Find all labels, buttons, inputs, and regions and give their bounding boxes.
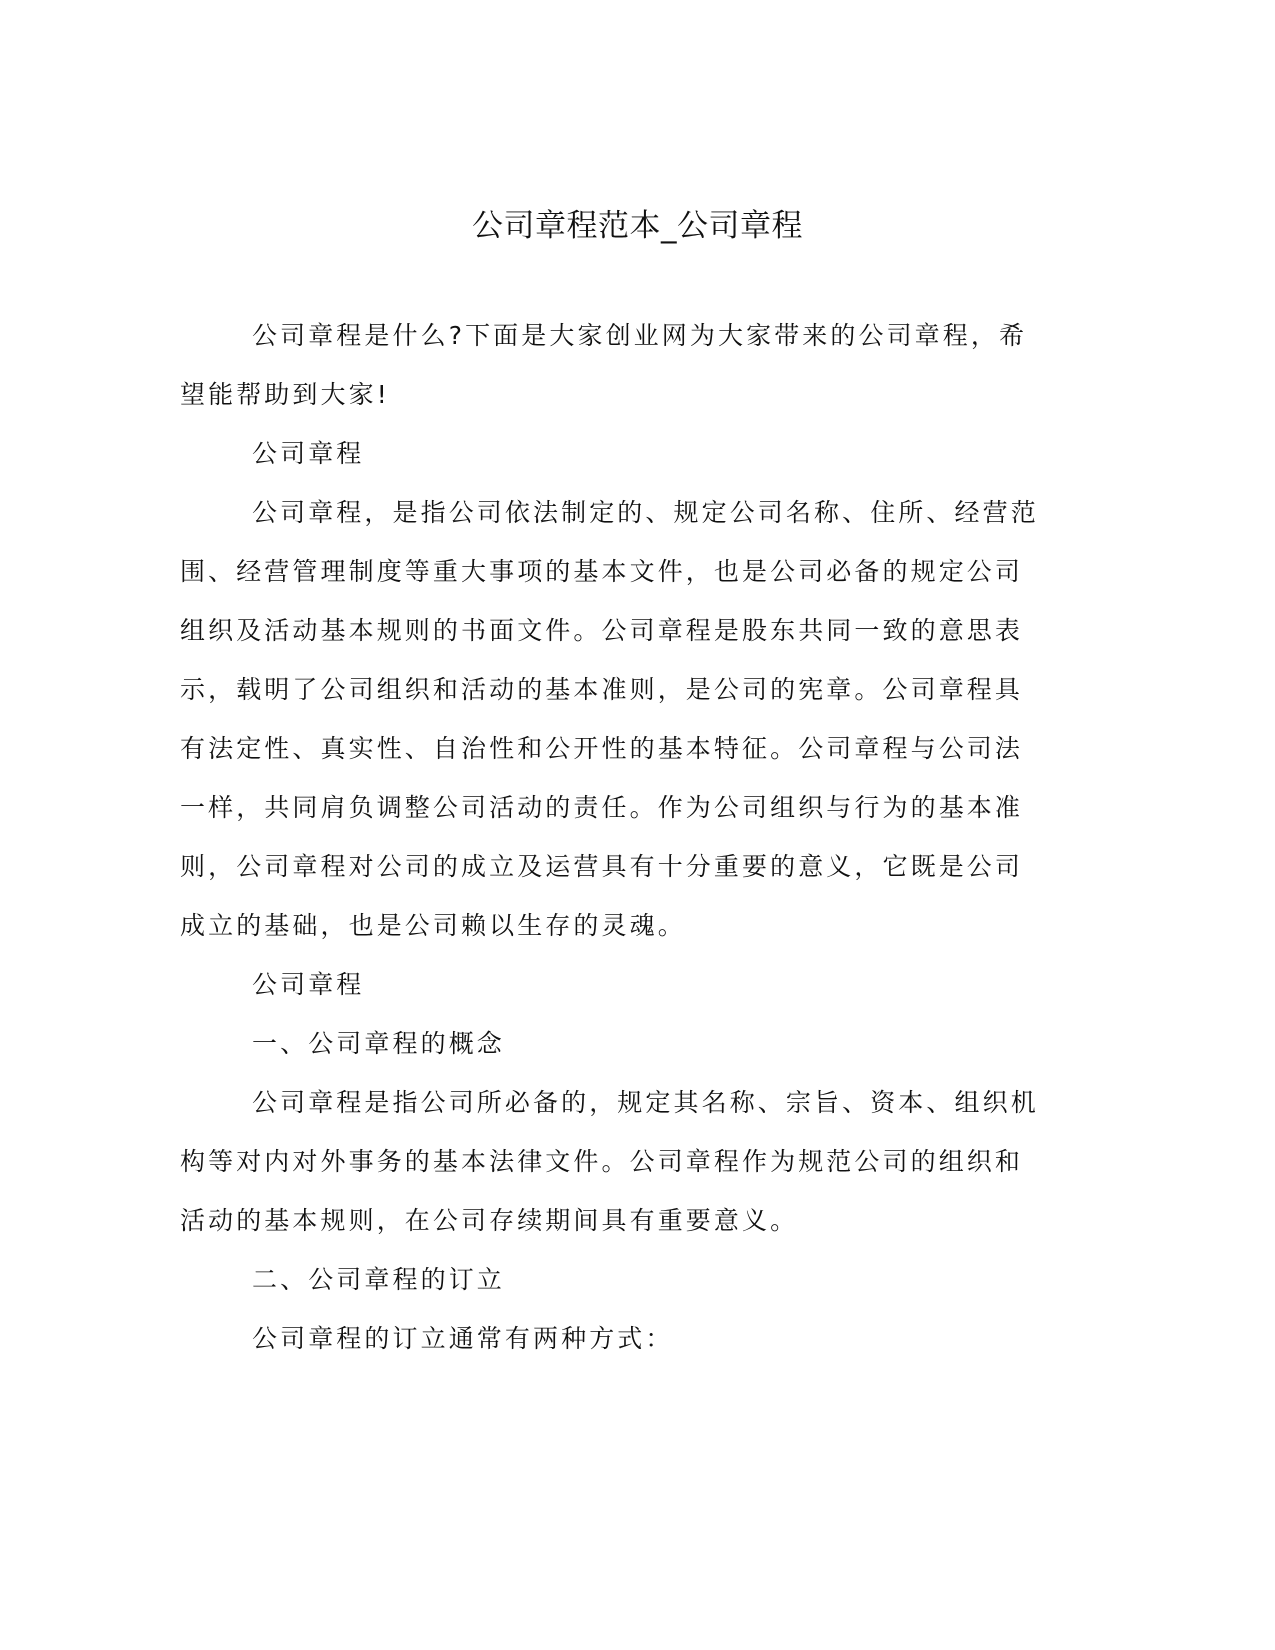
text-line: 公司章程的订立通常有两种方式： (252, 1324, 674, 1353)
paragraph-definition (180, 493, 1040, 965)
text-line: 构等对内对外事务的基本法律文件。公司章程作为规范公司的组织和 (180, 1147, 1024, 1176)
document-body (180, 316, 1040, 1378)
text-line: 活动的基本规则，在公司存续期间具有重要意义。 (180, 1206, 799, 1235)
text-line: 示，载明了公司组织和活动的基本准则，是公司的宪章。公司章程具 (180, 675, 1024, 704)
text-line: 成立的基础，也是公司赖以生存的灵魂。 (180, 911, 686, 940)
paragraph-intro (180, 316, 1040, 434)
text-line: 公司章程是指公司所必备的，规定其名称、宗旨、资本、组织机 (252, 1088, 1039, 1117)
section-heading: 公司章程 (252, 439, 365, 468)
text-line: 有法定性、真实性、自治性和公开性的基本特征。公司章程与公司法 (180, 734, 1024, 763)
text-line: 望能帮助到大家! (180, 380, 390, 409)
subsection-heading: 二、公司章程的订立 (252, 1265, 505, 1294)
text-line: 组织及活动基本规则的书面文件。公司章程是股东共同一致的意思表 (180, 616, 1024, 645)
document-title: 公司章程范本_公司章程 (472, 208, 803, 244)
paragraph-concept (180, 1083, 1040, 1260)
subsection-heading: 一、公司章程的概念 (252, 1029, 505, 1058)
text-line: 公司章程，是指公司依法制定的、规定公司名称、住所、经营范 (252, 498, 1039, 527)
text-line: 则，公司章程对公司的成立及运营具有十分重要的意义，它既是公司 (180, 852, 1024, 881)
section-heading: 公司章程 (252, 970, 365, 999)
text-line: 一样，共同肩负调整公司活动的责任。作为公司组织与行为的基本准 (180, 793, 1024, 822)
text-line: 公司章程是什么?下面是大家创业网为大家带来的公司章程，希 (252, 321, 1028, 350)
text-line: 围、经营管理制度等重大事项的基本文件，也是公司必备的规定公司 (180, 557, 1024, 586)
